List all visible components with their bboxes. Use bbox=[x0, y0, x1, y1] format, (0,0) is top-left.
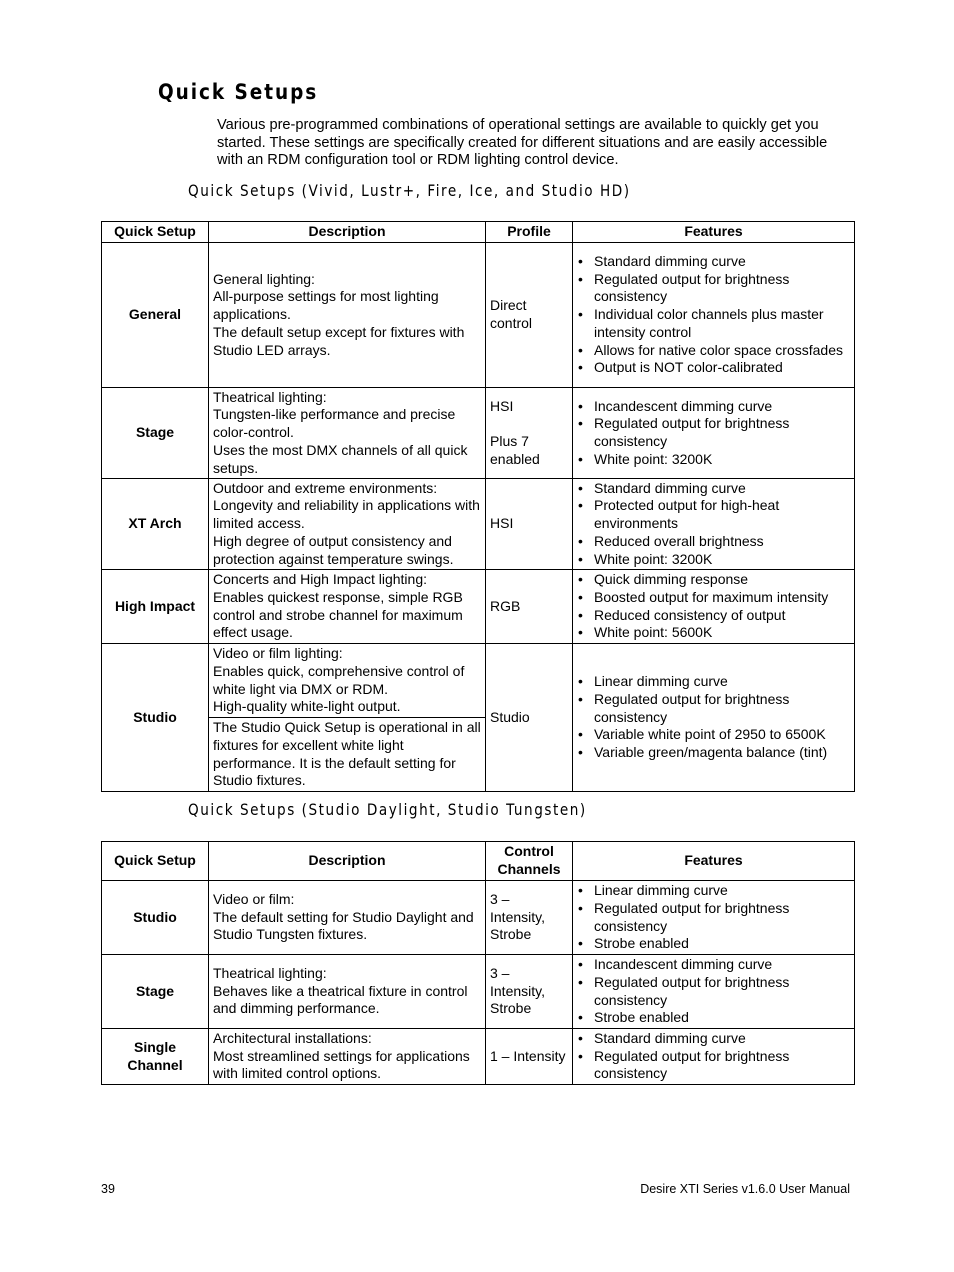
control-channels-cell: 3 – Intensity, Strobe bbox=[486, 881, 573, 955]
profile-value: Direct control bbox=[490, 297, 533, 331]
description-cell bbox=[209, 570, 486, 644]
quick-setups-table-studio bbox=[101, 841, 855, 1085]
description-line: General lighting: bbox=[213, 270, 315, 287]
table-row bbox=[102, 644, 855, 718]
column-header: Quick Setup bbox=[102, 842, 209, 881]
features-cell bbox=[573, 479, 855, 570]
feature-item: • Variable white point of 2950 to 6500K bbox=[577, 726, 850, 744]
feature-item: • Boosted output for maximum intensity bbox=[577, 589, 850, 607]
description-line: Longevity and reliability in applications with limited access. bbox=[213, 497, 480, 532]
page-number: 39 bbox=[101, 1182, 115, 1196]
quick-setups-table-vivid bbox=[101, 221, 855, 792]
quick-setup-name: Single Channel bbox=[102, 1029, 209, 1085]
profile-cell bbox=[486, 479, 573, 570]
table-row bbox=[102, 479, 855, 570]
feature-item: • Standard dimming curve bbox=[577, 1030, 850, 1048]
features-cell bbox=[573, 243, 855, 388]
table-row bbox=[102, 881, 855, 955]
feature-list bbox=[577, 956, 850, 1027]
description-line: Enables quickest response, simple RGB control and strobe channel for maximum effect usage. bbox=[213, 588, 463, 641]
intro-paragraph: Various pre-programmed combinations of operational settings are available to quickly get you started. These settings are specifically created for different situations and are easily accessible with an RDM configuration tool or RDM lighting control device. bbox=[217, 117, 828, 168]
feature-item: • Standard dimming curve bbox=[577, 253, 850, 271]
features-cell bbox=[573, 644, 855, 792]
feature-item: • Regulated output for brightness consistency bbox=[577, 900, 850, 935]
table2-heading: Quick Setups (Studio Daylight, Studio Tungsten) bbox=[188, 800, 587, 819]
column-header: Description bbox=[209, 842, 486, 881]
description-line: Concerts and High Impact lighting: bbox=[213, 571, 427, 588]
profile-value: HSI bbox=[490, 515, 514, 532]
column-header: Quick Setup bbox=[102, 222, 209, 243]
feature-list bbox=[577, 253, 850, 377]
description-line: Outdoor and extreme environments: bbox=[213, 479, 438, 496]
description-cell: The Studio Quick Setup is operational in all fixtures for excellent white light performance. It is the default setting for Studio fixtures. bbox=[209, 718, 486, 792]
description-line: The default setup except for fixtures with Studio LED arrays. bbox=[213, 323, 465, 358]
feature-item: • Incandescent dimming curve bbox=[577, 398, 850, 416]
feature-item: • Linear dimming curve bbox=[577, 673, 850, 691]
feature-item: • Incandescent dimming curve bbox=[577, 956, 850, 974]
quick-setup-name: General bbox=[102, 243, 209, 388]
feature-item: • Reduced consistency of output bbox=[577, 607, 850, 625]
quick-setup-name: Stage bbox=[102, 955, 209, 1029]
control-channels-cell: 3 – Intensity, Strobe bbox=[486, 955, 573, 1029]
quick-setup-name: XT Arch bbox=[102, 479, 209, 570]
feature-list bbox=[577, 1030, 850, 1083]
feature-item: • Regulated output for brightness consistency bbox=[577, 1048, 850, 1083]
quick-setup-name: High Impact bbox=[102, 570, 209, 644]
profile-value: Studio bbox=[490, 708, 530, 725]
description-line: All-purpose settings for most lighting applications. bbox=[213, 288, 439, 323]
profile-cell bbox=[486, 644, 573, 792]
control-channels-cell: 1 – Intensity bbox=[486, 1029, 573, 1085]
description-line: The default setting for Studio Daylight and Studio Tungsten fixtures. bbox=[213, 908, 474, 943]
features-cell bbox=[573, 570, 855, 644]
feature-item: • Linear dimming curve bbox=[577, 882, 850, 900]
feature-item: • White point: 5600K bbox=[577, 624, 850, 642]
feature-item: • Quick dimming response bbox=[577, 571, 850, 589]
feature-item: • Regulated output for brightness consistency bbox=[577, 691, 850, 726]
description-line: Tungsten-like performance and precise color-control. bbox=[213, 406, 456, 441]
description-cell bbox=[209, 955, 486, 1029]
description-line: Theatrical lighting: bbox=[213, 388, 327, 405]
column-header: Description bbox=[209, 222, 486, 243]
feature-list bbox=[577, 398, 850, 469]
quick-setup-name: Stage bbox=[102, 388, 209, 479]
column-header: Profile bbox=[486, 222, 573, 243]
feature-item: • White point: 3200K bbox=[577, 551, 850, 569]
feature-list bbox=[577, 673, 850, 762]
feature-item: • Protected output for high-heat environments bbox=[577, 497, 850, 532]
table-row bbox=[102, 955, 855, 1029]
description-cell bbox=[209, 644, 486, 718]
description-line: Enables quick, comprehensive control of white light via DMX or RDM. bbox=[213, 662, 465, 697]
table-row bbox=[102, 570, 855, 644]
feature-item: • Variable green/magenta balance (tint) bbox=[577, 744, 850, 762]
description-cell bbox=[209, 1029, 486, 1085]
features-cell bbox=[573, 388, 855, 479]
feature-item: • Regulated output for brightness consistency bbox=[577, 271, 850, 306]
features-cell bbox=[573, 955, 855, 1029]
table-row bbox=[102, 1029, 855, 1085]
description-line: Video or film lighting: bbox=[213, 645, 343, 662]
description-cell bbox=[209, 881, 486, 955]
quick-setup-name: Studio bbox=[102, 644, 209, 792]
quick-setup-name: Studio bbox=[102, 881, 209, 955]
feature-item: • White point: 3200K bbox=[577, 451, 850, 469]
feature-item: • Reduced overall brightness bbox=[577, 533, 850, 551]
description-cell bbox=[209, 479, 486, 570]
features-cell bbox=[573, 881, 855, 955]
profile-cell bbox=[486, 243, 573, 388]
feature-item: • Output is NOT color-calibrated bbox=[577, 359, 850, 377]
column-header: Features bbox=[573, 222, 855, 243]
description-line: Theatrical lighting: bbox=[213, 964, 327, 981]
feature-item: • Regulated output for brightness consistency bbox=[577, 974, 850, 1009]
description-line: Uses the most DMX channels of all quick setups. bbox=[213, 441, 468, 476]
description-line: Video or film: bbox=[213, 890, 295, 907]
description-line: Behaves like a theatrical fixture in control and dimming performance. bbox=[213, 982, 468, 1017]
table1-heading: Quick Setups (Vivid, Lustr+, Fire, Ice, and Studio HD) bbox=[188, 181, 631, 200]
profile-value: RGB bbox=[490, 597, 521, 614]
description-cell bbox=[209, 388, 486, 479]
feature-item: • Allows for native color space crossfades bbox=[577, 342, 850, 360]
feature-item: • Strobe enabled bbox=[577, 1009, 850, 1027]
profile-value: HSI bbox=[490, 397, 514, 414]
feature-list bbox=[577, 882, 850, 953]
table-header-row bbox=[102, 222, 855, 243]
feature-item: • Standard dimming curve bbox=[577, 480, 850, 498]
feature-item: • Strobe enabled bbox=[577, 935, 850, 953]
description-line: Most streamlined settings for applications with limited control options. bbox=[213, 1047, 470, 1082]
feature-item: • Regulated output for brightness consistency bbox=[577, 415, 850, 450]
description-cell bbox=[209, 243, 486, 388]
table-row bbox=[102, 388, 855, 479]
manual-title: Desire XTI Series v1.6.0 User Manual bbox=[640, 1182, 850, 1196]
table-row bbox=[102, 243, 855, 388]
description-line: High degree of output consistency and protection against temperature swings. bbox=[213, 532, 454, 567]
feature-list bbox=[577, 571, 850, 642]
feature-list bbox=[577, 480, 850, 569]
table-header-row bbox=[102, 842, 855, 881]
description-line: High-quality white-light output. bbox=[213, 698, 401, 715]
profile-cell bbox=[486, 388, 573, 479]
profile-cell bbox=[486, 570, 573, 644]
feature-item: • Individual color channels plus master intensity control bbox=[577, 306, 850, 341]
profile-value: Plus 7 enabled bbox=[490, 432, 540, 467]
column-header: Features bbox=[573, 842, 855, 881]
column-header: Control Channels bbox=[486, 842, 573, 881]
page-title: Quick Setups bbox=[158, 80, 319, 104]
features-cell bbox=[573, 1029, 855, 1085]
description-line: Architectural installations: bbox=[213, 1029, 372, 1046]
